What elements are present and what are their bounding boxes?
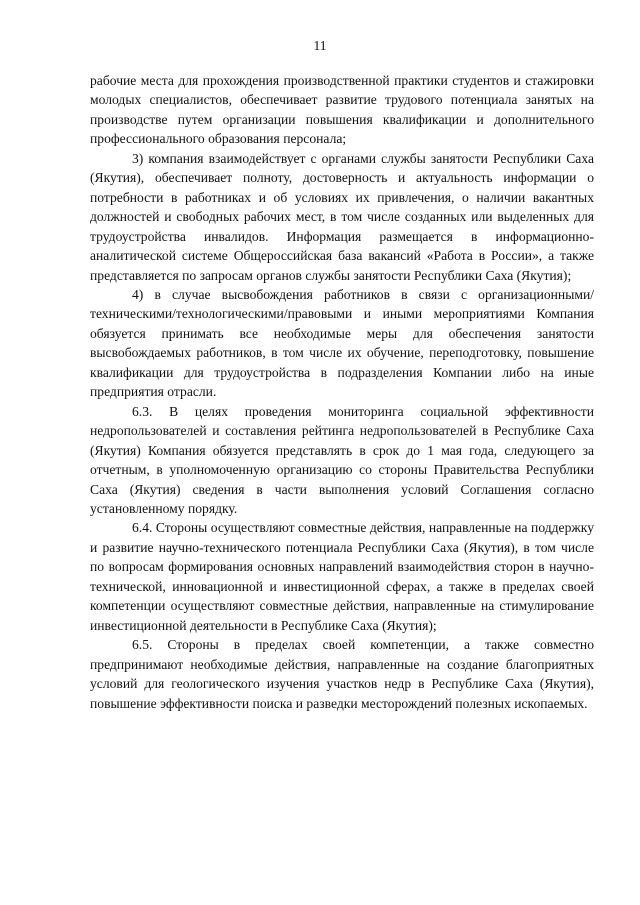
paragraph-item-3: 3) компания взаимодействует с органами службы занятости Республики Саха (Якутия), обеспечивает полноту, достоверность и актуальность информации о потребности в работниках и об условиях их привлечения, о наличии вакантных должностей и свободных рабочих мест, в том числе созданных или выделенных для трудоустройства инвалидов. Информация размещается в информационно-аналитической системе Общероссийская база вакансий «Работа в России», а также представляется по запросам органов службы занятости Республики Саха (Якутия);	[90, 150, 594, 283]
document-body	[90, 71, 594, 713]
paragraph-item-4: 4) в случае высвобождения работников в связи с организационными/техническими/технологическими/правовыми и иными мероприятиями Компания обязуется принимать все необходимые меры для обеспечения занятости высвобождаемых работников, в том числе их обучение, переподготовку, повышение квалификации для трудоустройства в подразделения Компании либо на иные предприятия отрасли.	[90, 286, 594, 400]
page-number: 11	[313, 38, 327, 53]
paragraph-section-6-4: 6.4. Стороны осуществляют совместные действия, направленные на поддержку и развитие научно-технического потенциала Республики Саха (Якутия), в том числе по вопросам формирования основных направлений взаимодействия сторон в научно-технической, инновационной и инвестиционной сферах, а также в пределах своей компетенции осуществляют совместные действия, направленные на стимулирование инвестиционной деятельности в Республике Саха (Якутия);	[90, 520, 594, 633]
paragraph-section-6-3: 6.3. В целях проведения мониторинга социальной эффективности недропользователей и составления рейтинга недропользователей в Республике Саха (Якутия) Компания обязуется представлять в срок до 1 мая года, следующего за отчетным, в уполномоченную организацию со стороны Правительства Республики Саха (Якутия) сведения в части выполнения условий Соглашения согласно установленному порядку.	[90, 403, 594, 516]
paragraph-section-6-5: 6.5. Стороны в пределах своей компетенции, а также совместно предпринимают необходимые действия, направленные на создание благоприятных условий для геологического изучения участков недр в Республике Саха (Якутия), повышение эффективности поиска и разведки месторождений полезных ископаемых.	[90, 637, 594, 711]
paragraph-continuation: рабочие места для прохождения производственной практики студентов и стажировки молодых специалистов, обеспечивает развитие трудового потенциала занятых на производстве путем организации повышения квалификации и дополнительного профессионального образования персонала;	[90, 73, 594, 147]
